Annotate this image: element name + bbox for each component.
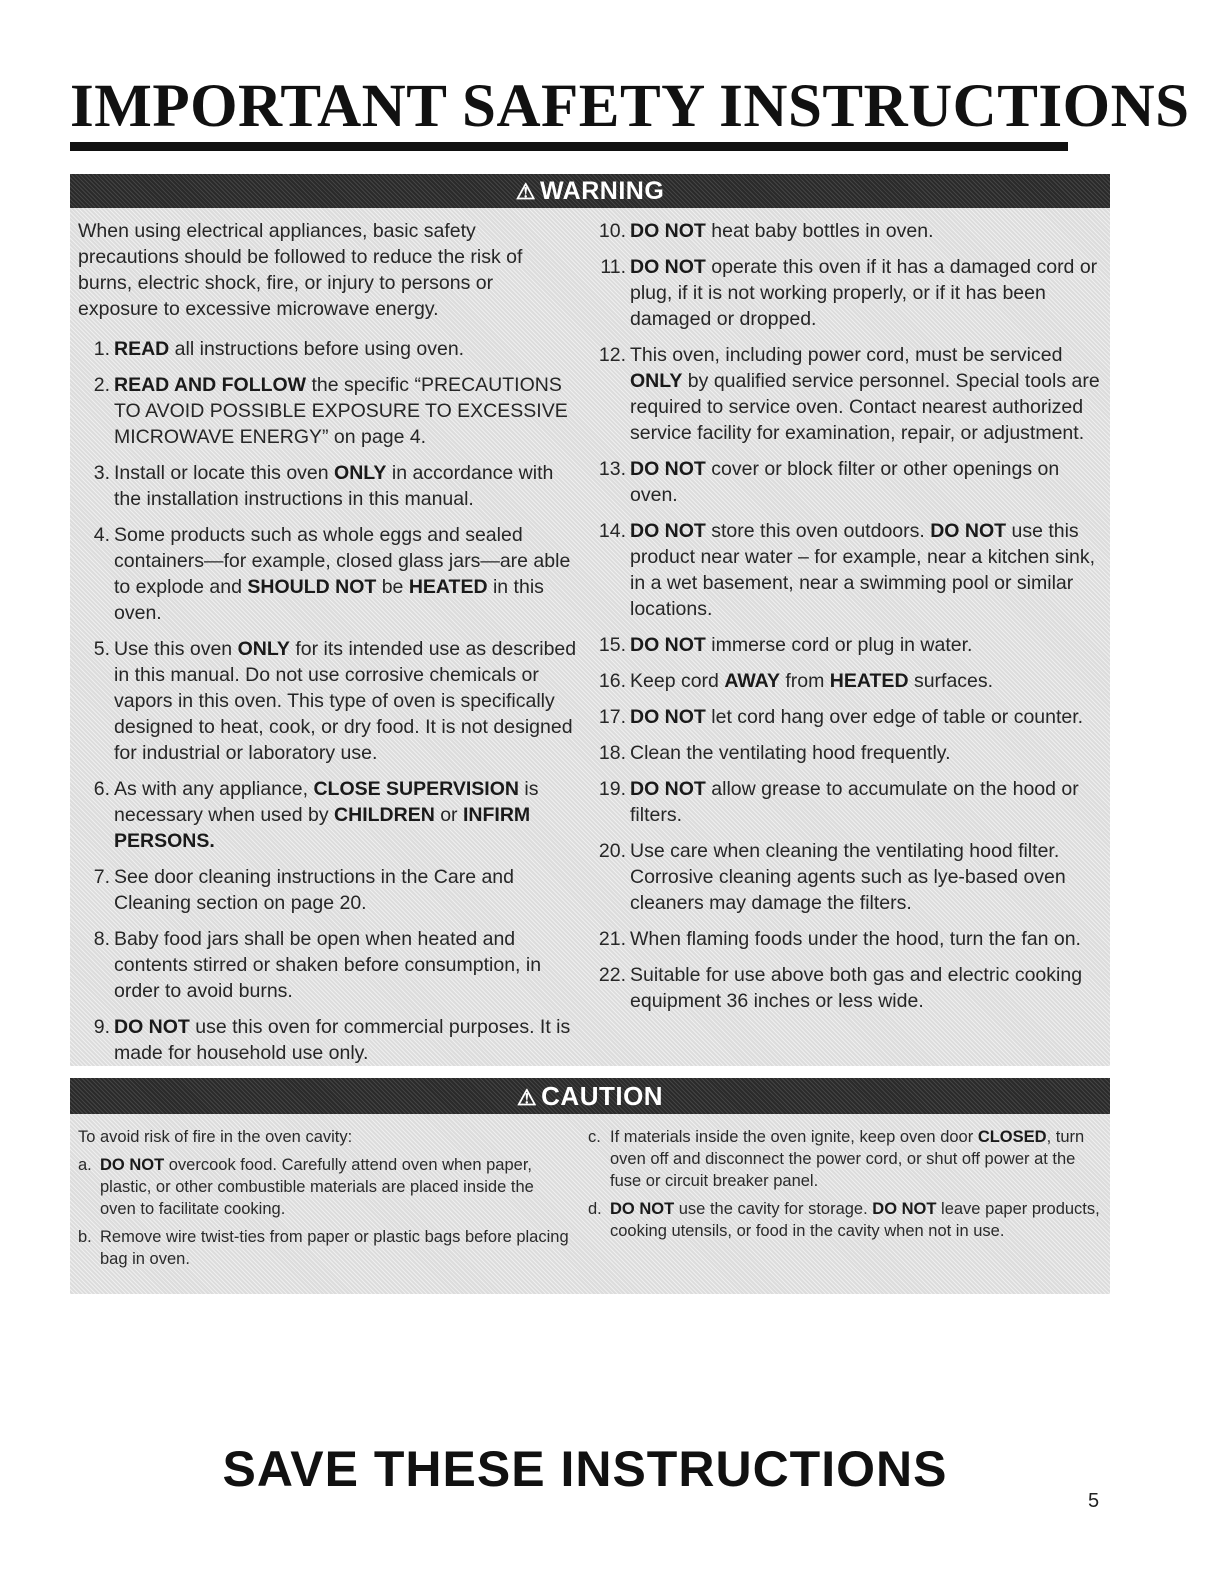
item-text-segment: Install or locate this oven — [114, 462, 335, 484]
item-number: 19. — [598, 778, 626, 800]
instruction-item — [582, 518, 1102, 622]
instruction-item — [582, 926, 1102, 952]
item-text — [630, 926, 1102, 952]
instruction-item — [582, 218, 1102, 244]
item-text-segment: use this oven for commercial purposes. It is made for household use only. — [114, 1016, 571, 1064]
item-text-segment: Some products such as whole eggs and sealed containers—for example, closed glass jars—are able to explode and — [114, 524, 571, 598]
item-text — [610, 1198, 1100, 1242]
item-number: a. — [78, 1156, 92, 1174]
item-emphasis: HEATED — [829, 670, 909, 692]
item-emphasis: ONLY — [630, 370, 683, 392]
item-number: 1. — [93, 338, 110, 360]
item-text-segment: Use care when cleaning the ventilating hood filter. Corrosive cleaning agents such as lye-based oven cleaners may damage the filters. — [630, 840, 1066, 914]
instruction-item — [582, 704, 1102, 730]
item-emphasis: DO NOT — [630, 256, 706, 278]
item-text-segment: immerse cord or plug in water. — [705, 634, 973, 656]
item-text-segment: allow grease to accumulate on the hood or filters. — [630, 778, 1079, 826]
instruction-item — [78, 776, 578, 854]
warning-items-left — [78, 336, 578, 1066]
item-text — [630, 518, 1102, 622]
item-text-segment: This oven, including power cord, must be serviced — [630, 344, 1063, 366]
item-text-segment: Suitable for use above both gas and electric cooking equipment 36 inches or less wide. — [630, 964, 1083, 1012]
instruction-item — [78, 460, 578, 512]
item-emphasis: INFIRM PERSONS. — [114, 804, 531, 852]
warning-triangle-icon: ⚠ — [516, 1085, 538, 1110]
warning-panel — [70, 174, 1110, 1066]
item-number: 2. — [93, 374, 110, 396]
item-emphasis: DO NOT — [872, 1200, 937, 1218]
instruction-item — [78, 1014, 578, 1066]
caution-left-column — [78, 1126, 573, 1276]
item-emphasis: DO NOT — [630, 778, 706, 800]
caution-header — [70, 1078, 1110, 1114]
item-text-segment: use this product near water – for example, near a kitchen sink, in a wet basement, near a swimming pool or similar locations. — [630, 520, 1095, 620]
item-text — [630, 704, 1102, 730]
item-text — [100, 1226, 573, 1270]
item-number: 4. — [93, 524, 110, 546]
item-number: 16. — [598, 670, 626, 692]
caution-header-label: CAUTION — [541, 1081, 664, 1111]
caution-intro: To avoid risk of fire in the oven cavity: — [78, 1128, 353, 1146]
item-text-segment: the specific “PRECAUTIONS TO AVOID POSSIBLE EXPOSURE TO EXCESSIVE MICROWAVE ENERGY” on page 4. — [114, 374, 568, 448]
item-text-segment: Remove wire twist-ties from paper or plastic bags before placing bag in oven. — [100, 1228, 569, 1268]
item-text-segment: or — [434, 804, 463, 826]
caution-panel — [70, 1078, 1110, 1294]
instruction-item — [78, 1154, 573, 1220]
item-text — [114, 372, 578, 450]
item-text — [114, 776, 578, 854]
instruction-item — [78, 926, 578, 1004]
instruction-item — [588, 1126, 1100, 1192]
warning-left-column — [78, 218, 578, 1076]
item-number: 6. — [93, 778, 110, 800]
instruction-item — [582, 342, 1102, 446]
instruction-item — [582, 632, 1102, 658]
item-emphasis: DO NOT — [630, 706, 706, 728]
warning-header-label: WARNING — [539, 177, 665, 205]
item-text — [114, 522, 578, 626]
warning-right-column — [582, 218, 1102, 1024]
caution-items-left — [78, 1154, 573, 1270]
item-emphasis: READ — [114, 338, 170, 360]
item-text — [114, 460, 578, 512]
item-text-segment: surfaces. — [908, 670, 994, 692]
title-rule — [70, 142, 1068, 151]
item-text — [630, 668, 1102, 694]
item-text-segment: heat baby bottles in oven. — [705, 220, 934, 242]
instruction-item — [588, 1198, 1100, 1242]
item-number: 18. — [598, 742, 626, 764]
item-text-segment: Use this oven — [114, 638, 238, 660]
item-emphasis: SHOULD NOT — [247, 576, 377, 598]
item-emphasis: DO NOT — [100, 1156, 165, 1174]
page-number: 5 — [1088, 1490, 1100, 1512]
item-text-segment: use the cavity for storage. — [674, 1200, 873, 1218]
item-text-segment: be — [376, 576, 409, 598]
instruction-item — [78, 372, 578, 450]
item-text — [630, 342, 1102, 446]
item-emphasis: READ AND FOLLOW — [114, 374, 307, 396]
item-text-segment: in this oven. — [114, 576, 544, 624]
item-text — [114, 636, 578, 766]
item-text — [610, 1126, 1100, 1192]
item-text-segment: in accordance with the installation instructions in this manual. — [114, 462, 554, 510]
warning-items-right — [582, 218, 1102, 1014]
item-text-segment: Keep cord — [630, 670, 725, 692]
item-text-segment: all instructions before using oven. — [169, 338, 465, 360]
item-text — [630, 776, 1102, 828]
item-emphasis: CLOSE SUPERVISION — [313, 778, 519, 800]
instruction-item — [78, 636, 578, 766]
item-number: 8. — [93, 928, 110, 950]
item-text-segment: See door cleaning instructions in the Care and Cleaning section on page 20. — [114, 866, 514, 914]
item-text — [100, 1154, 573, 1220]
item-text-segment: , turn oven off and disconnect the power cord, or shut off power at the fuse or circuit breaker panel. — [610, 1128, 1085, 1190]
instruction-item — [78, 522, 578, 626]
item-emphasis: DO NOT — [630, 520, 706, 542]
item-text-segment: operate this oven if it has a damaged cord or plug, if it is not working properly, or if it has been damaged or dropped. — [630, 256, 1098, 330]
item-text-segment: If materials inside the oven ignite, keep oven door — [610, 1128, 978, 1146]
item-number: 22. — [598, 964, 626, 986]
item-text — [114, 864, 578, 916]
item-emphasis: DO NOT — [610, 1200, 675, 1218]
item-number: 13. — [598, 458, 626, 480]
item-text — [630, 218, 1102, 244]
item-emphasis: DO NOT — [630, 220, 706, 242]
item-text-segment: by qualified service personnel. Special tools are required to service oven. Contact nearest authorized service facility for examination, repair, or adjustment. — [630, 370, 1100, 444]
item-number: 12. — [598, 344, 626, 366]
warning-header — [70, 174, 1110, 208]
warning-triangle-icon: ⚠ — [515, 179, 536, 204]
item-emphasis: DO NOT — [930, 520, 1007, 542]
item-number: 5. — [93, 638, 110, 660]
instruction-item — [582, 456, 1102, 508]
item-text-segment: is necessary when used by — [114, 778, 539, 826]
caution-items-right — [588, 1126, 1100, 1242]
item-text-segment: As with any appliance, — [114, 778, 314, 800]
item-text — [630, 456, 1102, 508]
item-text-segment: from — [779, 670, 830, 692]
instruction-item — [582, 254, 1102, 332]
instruction-item — [582, 962, 1102, 1014]
item-emphasis: CLOSED — [977, 1128, 1047, 1146]
item-text — [114, 336, 578, 362]
item-text — [630, 838, 1102, 916]
item-number: 14. — [598, 520, 626, 542]
instruction-item — [582, 776, 1102, 828]
item-text-segment: overcook food. Carefully attend oven when paper, plastic, or other combustible materials are placed inside the oven to facilitate cooking. — [100, 1156, 534, 1218]
item-text-segment: leave paper products, cooking utensils, or food in the cavity when not in use. — [610, 1200, 1100, 1240]
item-text-segment: for its intended use as described in this manual. Do not use corrosive chemicals or vapors in this oven. This type of oven is specifically designed to heat, cook, or dry food. It is not designed for industrial or laboratory use. — [114, 638, 577, 764]
item-text-segment: Clean the ventilating hood frequently. — [630, 742, 951, 764]
item-emphasis: ONLY — [237, 638, 290, 660]
item-number: 21. — [598, 928, 626, 950]
page-title: IMPORTANT SAFETY INSTRUCTIONS — [70, 73, 1190, 140]
item-text — [630, 254, 1102, 332]
item-text — [630, 632, 1102, 658]
warning-intro: When using electrical appliances, basic safety precautions should be followed to reduce the risk of burns, electric shock, fire, or injury to persons or exposure to excessive microwave energy. — [78, 220, 523, 320]
item-number: 15. — [598, 634, 626, 656]
item-number: 20. — [598, 840, 626, 862]
save-instructions-footer: SAVE THESE INSTRUCTIONS — [222, 1441, 948, 1497]
instruction-item — [78, 864, 578, 916]
item-number: c. — [588, 1128, 601, 1146]
item-text-segment: cover or block filter or other openings on oven. — [630, 458, 1060, 506]
item-emphasis: CHILDREN — [334, 804, 435, 826]
instruction-item — [582, 838, 1102, 916]
item-text — [630, 962, 1102, 1014]
instruction-item — [78, 1226, 573, 1270]
item-number: 7. — [93, 866, 110, 888]
item-emphasis: DO NOT — [630, 458, 706, 480]
item-number: 17. — [598, 706, 626, 728]
item-number: 10. — [598, 220, 626, 242]
item-emphasis: AWAY — [724, 670, 780, 692]
item-text — [114, 1014, 578, 1066]
item-number: 9. — [93, 1016, 110, 1038]
item-text-segment: When flaming foods under the hood, turn the fan on. — [630, 928, 1081, 950]
item-emphasis: HEATED — [408, 576, 488, 598]
item-text — [630, 740, 1102, 766]
instruction-item — [582, 668, 1102, 694]
caution-right-column — [588, 1126, 1100, 1248]
item-number: 11. — [600, 256, 626, 278]
item-text-segment: store this oven outdoors. — [705, 520, 931, 542]
item-emphasis: DO NOT — [630, 634, 706, 656]
item-number: b. — [78, 1228, 92, 1246]
item-text — [114, 926, 578, 1004]
instruction-item — [78, 336, 578, 362]
instruction-item — [582, 740, 1102, 766]
item-emphasis: DO NOT — [114, 1016, 190, 1038]
item-number: d. — [588, 1200, 602, 1218]
item-emphasis: ONLY — [334, 462, 387, 484]
item-text-segment: let cord hang over edge of table or counter. — [705, 706, 1084, 728]
item-text-segment: Baby food jars shall be open when heated and contents stirred or shaken before consumption, in order to avoid burns. — [114, 928, 542, 1002]
item-number: 3. — [93, 462, 110, 484]
